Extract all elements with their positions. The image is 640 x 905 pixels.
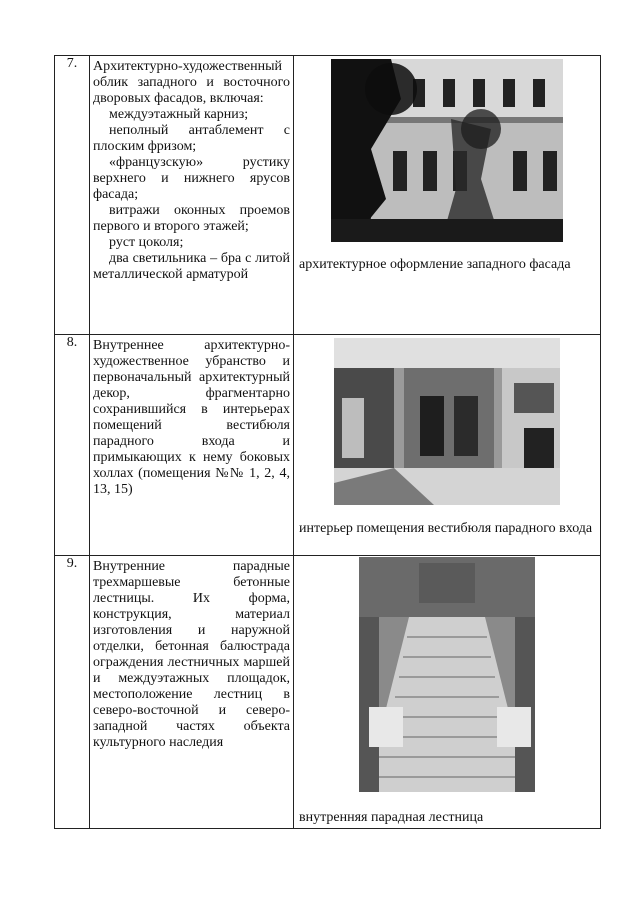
facade-photo (331, 59, 563, 242)
description-line: неполный антаблемент с плоским фризом; (93, 123, 290, 154)
row-description (90, 556, 294, 829)
row-description (90, 335, 294, 556)
photo-caption: интерьер помещения вестибюля парадного входа (299, 521, 593, 536)
row-description (90, 56, 294, 335)
description-line: «французскую» рустику верхнего и нижнего ярусов фасада; (93, 155, 290, 202)
row-number: 7. (55, 56, 90, 335)
table-row (55, 335, 601, 556)
description-line: два светильника – бра с литой металлической арматурой (93, 251, 290, 282)
table-row (55, 556, 601, 829)
description-line: руст цоколя; (109, 235, 184, 250)
description-line: Внутренние парадные трехмаршевые бетонные лестницы. Их форма, конструкция, материал изготовления и наружной отделки, бетонная балюстрада ограждения лестничных маршей и междуэтажных площадок, местоположение лестниц в северо-восточной и северо-западной частях объекта культурного наследия (93, 559, 290, 750)
staircase-photo (359, 557, 535, 792)
description-line: Архитектурно-художественный облик западного и восточного дворовых фасадов, включая: (93, 59, 290, 106)
photo-caption: внутренняя парадная лестница (299, 810, 484, 825)
row-photo-cell (294, 335, 601, 556)
vestibule-photo (334, 338, 560, 505)
row-number: 9. (55, 556, 90, 829)
description-line: междуэтажный карниз; (109, 107, 249, 122)
heritage-table (54, 55, 601, 829)
description-line: Внутреннее архитектурно-художественное убранство и первоначальный архитектурный декор, фрагментарно сохранившийся в интерьерах помещений вестибюля парадного входа и примыкающих к нему боковых холлах (помещения №№ 1, 2, 4, 13, 15) (93, 338, 290, 497)
table-row (55, 56, 601, 335)
row-photo-cell (294, 56, 601, 335)
row-number: 8. (55, 335, 90, 556)
description-line: витражи оконных проемов первого и второго этажей; (93, 203, 290, 234)
photo-caption: архитектурное оформление западного фасада (299, 257, 571, 272)
row-photo-cell (294, 556, 601, 829)
